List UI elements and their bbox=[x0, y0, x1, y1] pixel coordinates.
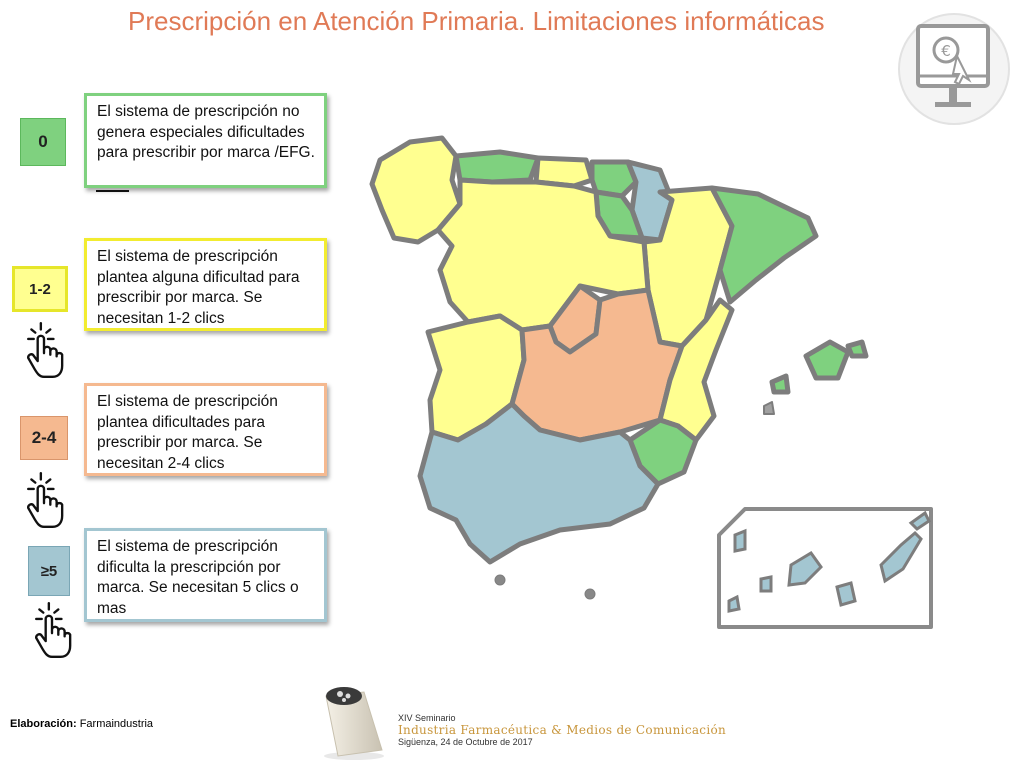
canary-islands-inset bbox=[715, 505, 935, 631]
page-title: Prescripción en Atención Primaria. Limitaciones informáticas bbox=[128, 6, 825, 36]
event-line3: Sigüenza, 24 de Octubre de 2017 bbox=[398, 737, 533, 747]
legend-badge-5plus: ≥5 bbox=[28, 546, 70, 596]
legend-text-2-4: El sistema de prescripción plantea dificultades para prescribir por marca. Se necesitan 2-4 clics bbox=[84, 383, 327, 476]
legend-badge-1-2: 1-2 bbox=[12, 266, 68, 312]
svg-text:€: € bbox=[941, 42, 951, 60]
event-title bbox=[398, 712, 726, 748]
credit-value: Farmaindustria bbox=[79, 718, 154, 730]
pointing-hand-icon bbox=[26, 600, 78, 660]
region-cataluna bbox=[712, 188, 816, 302]
legend-badge-2-4: 2-4 bbox=[20, 416, 68, 460]
event-line1: XIV Seminario bbox=[398, 713, 456, 723]
event-line2: Industria Farmacéutica & Medios de Comunicación bbox=[398, 723, 727, 737]
pointing-hand-icon bbox=[18, 320, 70, 380]
credit bbox=[10, 718, 153, 730]
legend-text-0: El sistema de prescripción no genera especiales dificultades para prescribir por marca /EFG. bbox=[84, 93, 327, 188]
legend-text-5plus: El sistema de prescripción dificulta la prescripción por marca. Se necesitan 5 clics o mas bbox=[84, 528, 327, 622]
event-logo-image bbox=[318, 684, 390, 760]
region-baleares bbox=[806, 342, 848, 378]
monitor-euro-click-icon bbox=[897, 2, 1011, 136]
region-asturias bbox=[456, 152, 538, 182]
legend-text-1-2: El sistema de prescripción plantea alguna dificultad para prescribir por marca. Se necesitan 1-2 clics bbox=[84, 238, 327, 331]
credit-label: Elaboración: bbox=[10, 718, 77, 730]
legend-badge-0: 0 bbox=[20, 118, 66, 166]
pointing-hand-icon bbox=[18, 470, 70, 530]
underline-mark bbox=[96, 190, 129, 192]
